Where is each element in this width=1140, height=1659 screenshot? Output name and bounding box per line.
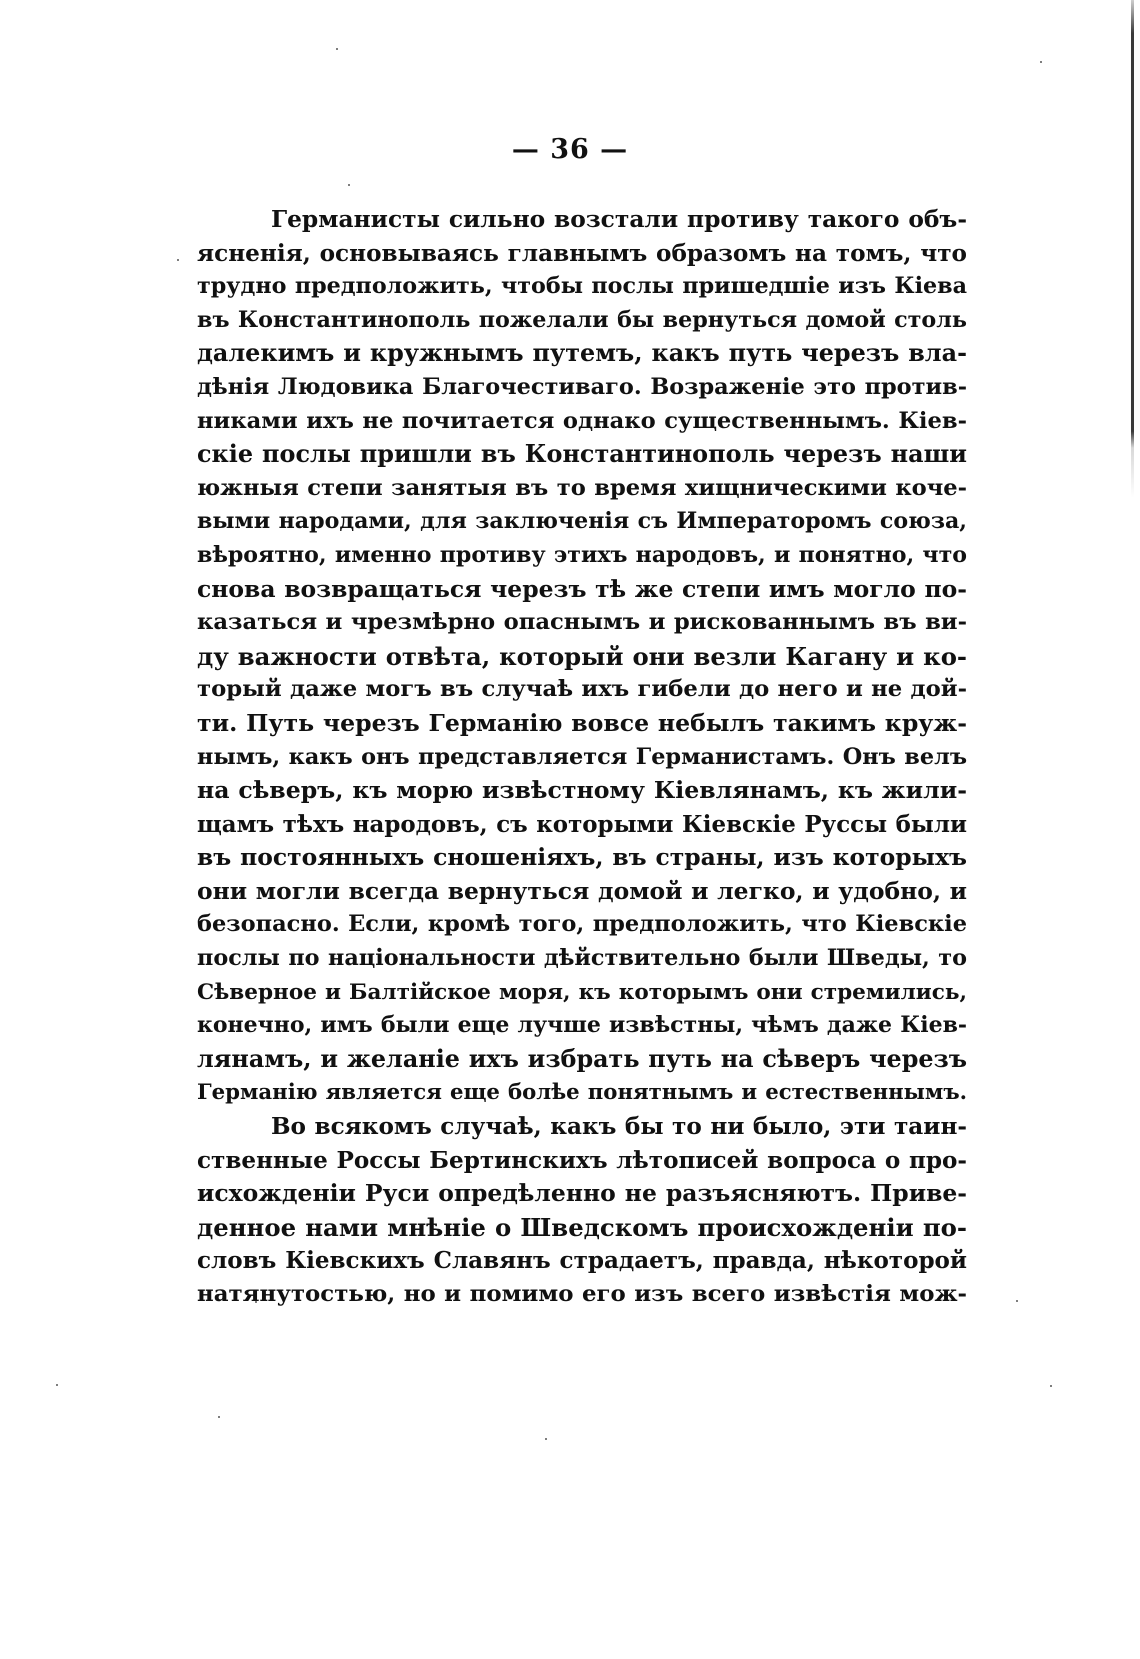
- text-line: лянамъ, и желаніе ихъ избрать путь на сѣверъ черезъ: [197, 1044, 967, 1073]
- text-line: Германисты сильно возстали противу такого объ-: [271, 206, 967, 233]
- scan-speck: [348, 184, 350, 186]
- text-line: ду важности отвѣта, который они везли Кагану и ко-: [197, 641, 967, 671]
- text-line: южныя степи занятыя въ то время хищническими коче-: [197, 474, 967, 501]
- scan-speck: [336, 48, 338, 50]
- text-line: Сѣверное и Балтійское моря, къ которымъ они стремились,: [197, 979, 967, 1005]
- text-line: нымъ, какъ онъ представляется Германистамъ. Онъ велъ: [197, 743, 967, 770]
- text-line: вѣроятно, именно противу этихъ народовъ, и понятно, что: [197, 541, 967, 568]
- scan-speck: [1016, 1300, 1018, 1302]
- body-text: [197, 203, 967, 1312]
- text-line: исхожденіи Руси опредѣленно не разъясняютъ. Приве-: [197, 1179, 967, 1208]
- text-line: казаться и чрезмѣрно опаснымъ и рискованнымъ въ ви-: [197, 609, 967, 636]
- text-line: Германію является еще болѣе понятнымъ и естественнымъ.: [197, 1080, 967, 1106]
- text-line: конечно, имъ были еще лучше извѣстны, чѣмъ даже Кіев-: [197, 1012, 967, 1039]
- scan-speck: [1050, 1385, 1052, 1387]
- text-line: торый даже могъ въ случаѣ ихъ гибели до него и не дой-: [197, 676, 967, 703]
- text-line: въ Константинополь пожелали бы вернуться домой столь: [197, 306, 967, 333]
- text-line: денное нами мнѣніе о Шведскомъ происхожденіи по-: [197, 1212, 967, 1242]
- scan-edge-shadow: [1131, 0, 1134, 1659]
- text-line: никами ихъ не почитается однако существеннымъ. Кіев-: [197, 407, 967, 434]
- scan-speck: [1040, 61, 1042, 63]
- text-line: безопасно. Если, кромѣ того, предположить, что Кіевскіе: [197, 911, 967, 938]
- scan-speck: [545, 1438, 547, 1440]
- page-number: — 36 —: [511, 134, 629, 165]
- text-line: словъ Кіевскихъ Славянъ страдаетъ, правда, нѣкоторой: [197, 1247, 967, 1275]
- text-line: трудно предположить, чтобы послы пришедшіе изъ Кіева: [197, 273, 967, 300]
- text-line: выми народами, для заключенія съ Императоромъ союза,: [197, 508, 967, 535]
- text-line: въ постоянныхъ сношеніяхъ, въ страны, изъ которыхъ: [197, 843, 967, 872]
- text-line: скіе послы пришли въ Константинополь черезъ наши: [197, 440, 967, 469]
- text-line: ственные Россы Бертинскихъ лѣтописей вопроса о про-: [197, 1146, 967, 1174]
- scan-speck: [177, 259, 179, 261]
- scan-speck: [56, 1384, 58, 1386]
- text-line: ясненія, основываясь главнымъ образомъ на томъ, что: [197, 239, 967, 267]
- scan-speck: [218, 1416, 220, 1418]
- paragraph: [197, 203, 967, 1110]
- text-line: послы по національности дѣйствительно были Шведы, то: [197, 945, 967, 972]
- text-line: натянутостью, но и помимо его изъ всего извѣстія мож-: [197, 1281, 967, 1307]
- text-line: дѣнія Людовика Благочестиваго. Возраженіе это против-: [197, 373, 967, 400]
- text-line: на сѣверъ, къ морю извѣстному Кіевлянамъ, къ жили-: [197, 776, 967, 805]
- text-line: щамъ тѣхъ народовъ, съ которыми Кіевскіе Руссы были: [197, 810, 967, 838]
- text-line: они могли всегда вернуться домой и легко, и удобно, и: [197, 876, 967, 905]
- text-line: далекимъ и кружнымъ путемъ, какъ путь черезъ вла-: [197, 339, 967, 368]
- paragraph: [197, 1110, 967, 1312]
- text-line: Во всякомъ случаѣ, какъ бы то ни было, эти таин-: [271, 1113, 967, 1141]
- text-line: ти. Путь черезъ Германію вовсе небылъ такимъ круж-: [197, 708, 967, 737]
- text-line: снова возвращаться черезъ тѣ же степи имъ могло по-: [197, 574, 967, 603]
